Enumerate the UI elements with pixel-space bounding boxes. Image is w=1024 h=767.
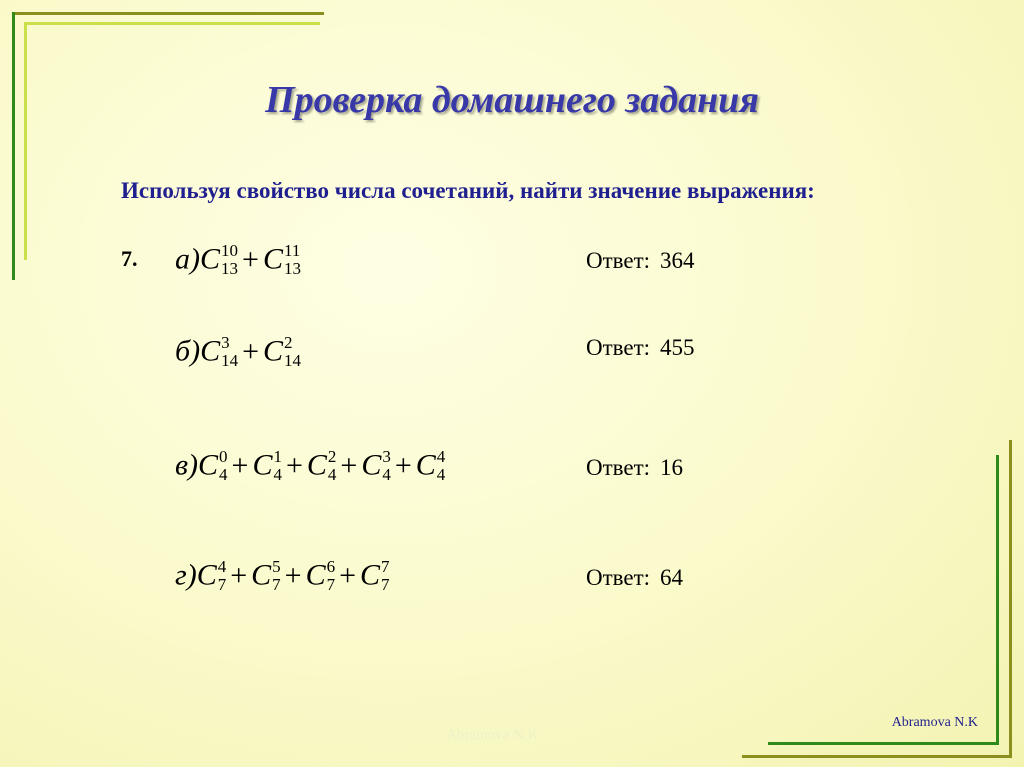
combination-subscript: 4 <box>436 464 446 484</box>
expression-label: а) <box>175 242 200 276</box>
plus-sign: + <box>230 558 248 592</box>
frame-top-left-vertical <box>12 12 15 280</box>
answer-1 <box>586 248 695 274</box>
expression-label: г) <box>175 558 197 592</box>
answer-value: 16 <box>660 455 684 480</box>
combination-indices <box>221 334 238 370</box>
plus-sign: + <box>340 448 358 482</box>
combination-subscript: 7 <box>381 574 390 594</box>
frame-top-left-horizontal <box>12 12 324 15</box>
combination-superscript: 3 <box>221 333 230 352</box>
slide-title: Проверка домашнего задания <box>265 79 759 121</box>
combination-indices <box>221 242 238 278</box>
expression-1 <box>175 241 301 280</box>
combination-indices <box>284 242 301 278</box>
plus-sign: + <box>284 558 302 592</box>
combination-symbol: C <box>196 558 217 592</box>
task-instruction: Используя свойство числа сочетаний, найти значение выражения: <box>121 178 815 203</box>
answer-4 <box>586 565 683 591</box>
frame-bottom-right-horizontal-accent <box>768 742 999 745</box>
combination-superscript: 1 <box>273 447 282 466</box>
combination-subscript: 13 <box>221 258 239 278</box>
combination-symbol: C <box>252 448 273 482</box>
combination-subscript: 14 <box>284 350 302 370</box>
answer-value: 64 <box>660 565 684 590</box>
combination-superscript: 11 <box>283 241 301 260</box>
combination-subscript: 7 <box>272 574 281 594</box>
answer-label: Ответ: <box>586 335 651 360</box>
combination-superscript: 4 <box>217 557 227 576</box>
plus-sign: + <box>242 334 260 368</box>
plus-sign: + <box>394 448 412 482</box>
expression-2 <box>175 333 302 372</box>
combination-subscript: 7 <box>326 574 336 594</box>
answer-2 <box>586 335 695 361</box>
answer-label: Ответ: <box>586 248 651 273</box>
answer-value: 364 <box>660 248 695 273</box>
expression-3 <box>175 447 446 486</box>
plus-sign: + <box>231 448 249 482</box>
faded-footer-text: Abramova N.K <box>446 727 539 743</box>
combination-subscript: 4 <box>273 464 282 484</box>
combination-symbol: C <box>415 448 436 482</box>
combination-indices <box>328 448 337 484</box>
answer-label: Ответ: <box>586 565 651 590</box>
combination-indices <box>219 448 228 484</box>
frame-top-left-vertical-accent <box>24 22 27 260</box>
combination-symbol: C <box>251 558 272 592</box>
combination-superscript: 0 <box>219 447 228 466</box>
combination-indices <box>218 558 227 594</box>
combination-superscript: 10 <box>221 241 239 260</box>
combination-superscript: 3 <box>382 447 391 466</box>
combination-indices <box>327 558 336 594</box>
combination-symbol: C <box>305 558 326 592</box>
combination-superscript: 6 <box>326 557 336 576</box>
combination-subscript: 7 <box>217 574 227 594</box>
frame-bottom-right-vertical-accent <box>996 455 999 745</box>
task-number: 7. <box>121 246 138 271</box>
frame-top-left-horizontal-accent <box>24 22 320 25</box>
combination-indices <box>382 448 391 484</box>
combination-superscript: 4 <box>436 447 446 466</box>
frame-bottom-right-vertical <box>1009 440 1012 758</box>
combination-symbol: C <box>361 448 382 482</box>
frame-bottom-right-horizontal <box>742 755 1012 758</box>
author-credit: Abramova N.K <box>891 715 978 730</box>
combination-indices <box>437 448 446 484</box>
combination-subscript: 13 <box>283 258 301 278</box>
combination-subscript: 4 <box>382 464 391 484</box>
combination-superscript: 5 <box>272 557 281 576</box>
plus-sign: + <box>339 558 357 592</box>
combination-indices <box>272 558 281 594</box>
plus-sign: + <box>285 448 303 482</box>
combination-symbol: C <box>200 334 221 368</box>
answer-value: 455 <box>660 335 695 360</box>
expression-label: б) <box>175 334 201 368</box>
combination-subscript: 4 <box>219 464 228 484</box>
combination-superscript: 2 <box>284 333 293 352</box>
combination-superscript: 2 <box>327 447 337 466</box>
combination-symbol: C <box>200 242 221 276</box>
answer-3 <box>586 455 683 481</box>
combination-indices <box>284 334 301 370</box>
expression-4 <box>175 557 390 596</box>
combination-superscript: 7 <box>381 557 390 576</box>
combination-symbol: C <box>306 448 327 482</box>
combination-subscript: 4 <box>327 464 337 484</box>
combination-symbol: C <box>263 334 284 368</box>
plus-sign: + <box>242 242 259 276</box>
combination-symbol: C <box>262 242 283 276</box>
combination-symbol: C <box>360 558 381 592</box>
answer-label: Ответ: <box>586 455 651 480</box>
combination-indices <box>273 448 282 484</box>
combination-symbol: C <box>198 448 219 482</box>
expression-label: в) <box>175 448 199 482</box>
combination-subscript: 14 <box>221 350 239 370</box>
combination-indices <box>381 558 390 594</box>
